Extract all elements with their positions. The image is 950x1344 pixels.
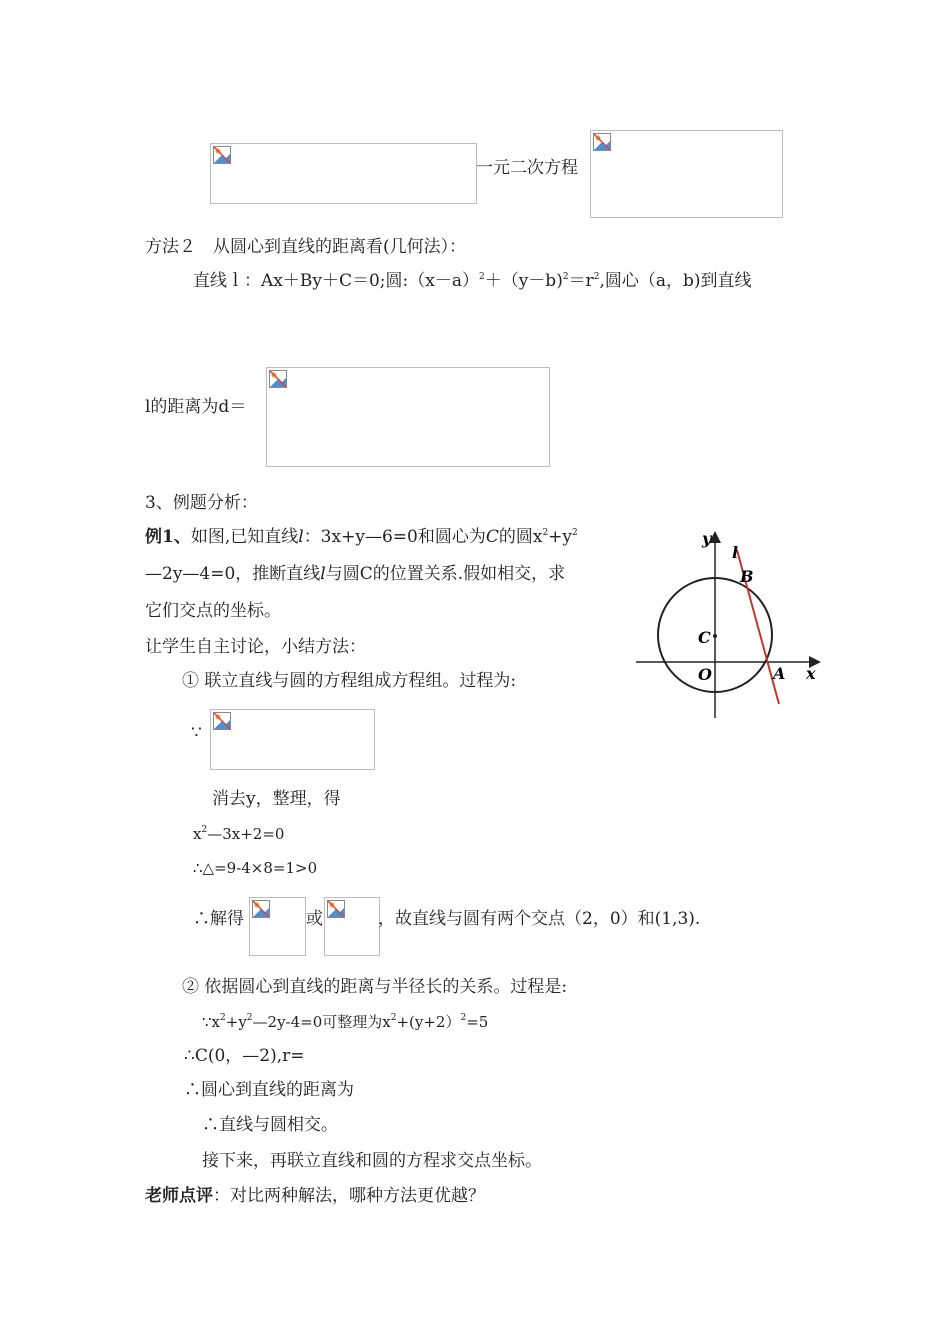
example1-line2: —2y—4=0，推断直线l与圆C的位置关系.假如相交，求	[145, 564, 566, 584]
formula-image-placeholder	[249, 897, 306, 956]
intersect-conclusion: ∴直线与圆相交。	[202, 1115, 338, 1135]
point-c-label: C	[698, 628, 711, 647]
or-label: 或	[306, 909, 323, 929]
solve-label: ∴解得	[193, 909, 244, 929]
formula-image-placeholder	[590, 130, 783, 218]
section3-heading: 3、例题分析：	[145, 493, 258, 513]
point-b-label: B	[740, 567, 754, 586]
formula-image-placeholder	[324, 897, 380, 956]
formula-image-placeholder	[266, 367, 550, 467]
line-l-label: l	[732, 543, 739, 562]
method1-label: 一元二次方程	[476, 158, 578, 178]
discussion-text: 让学生自主讨论，小结方法：	[145, 637, 366, 657]
approach2-title: ② 依据圆心到直线的距离与半径长的关系。过程是:	[182, 977, 568, 997]
broken-image-icon	[213, 146, 231, 164]
center-radius: ∴C(0，—2),r=	[184, 1046, 305, 1066]
center-point	[713, 634, 717, 638]
method2-line-equation: 直线ｌ：Ax＋By＋C＝0;圆$:(x-a)^2+(y-b)^2=r^2$,圆心（a，b)到直线	[193, 271, 752, 291]
broken-image-icon	[593, 133, 611, 151]
formula-image-placeholder	[210, 143, 477, 204]
next-step: 接下来，再联立直线和圆的方程求交点坐标。	[202, 1151, 542, 1171]
distance-label: l的距离为d＝	[145, 397, 247, 417]
approach1-title: ① 联立直线与圆的方程组成方程组。过程为:	[182, 671, 517, 691]
broken-image-icon	[269, 370, 287, 388]
formula-image-placeholder	[210, 709, 375, 770]
because-symbol: ∵	[191, 723, 202, 743]
eliminate-step: 消去y，整理，得	[212, 789, 341, 809]
example1-line1: 例1、如图,已知直线l：3x+y—6=0和圆心为C的圆$x^2+y^2$	[145, 527, 578, 547]
point-o-label: O	[698, 665, 712, 684]
method2-heading: 方法２ 从圆心到直线的距离看(几何法）：	[145, 237, 467, 257]
quadratic-equation: $x^2—3x+2=0$	[193, 825, 285, 843]
y-axis-label: y	[702, 529, 712, 548]
circle-equation-rewrite: $\because x^2+y^2—2y-4=0$可整理为$x^2+(y+2)^2=5$	[202, 1013, 489, 1031]
x-axis-label: x	[806, 664, 816, 683]
discriminant: ∴△=9-4×8=1>0	[193, 859, 318, 877]
teacher-comment: 老师点评：对比两种解法，哪种方法更优越？	[145, 1186, 485, 1206]
circle-line-figure	[634, 526, 824, 726]
distance-step: ∴圆心到直线的距离为	[184, 1080, 354, 1100]
broken-image-icon	[213, 712, 231, 730]
broken-image-icon	[327, 900, 345, 918]
approach1-conclusion: ，故直线与圆有两个交点（2，0）和(1,3).	[378, 909, 701, 929]
point-a-label: A	[773, 664, 786, 683]
example1-line3: 它们交点的坐标。	[145, 601, 281, 621]
broken-image-icon	[252, 900, 270, 918]
